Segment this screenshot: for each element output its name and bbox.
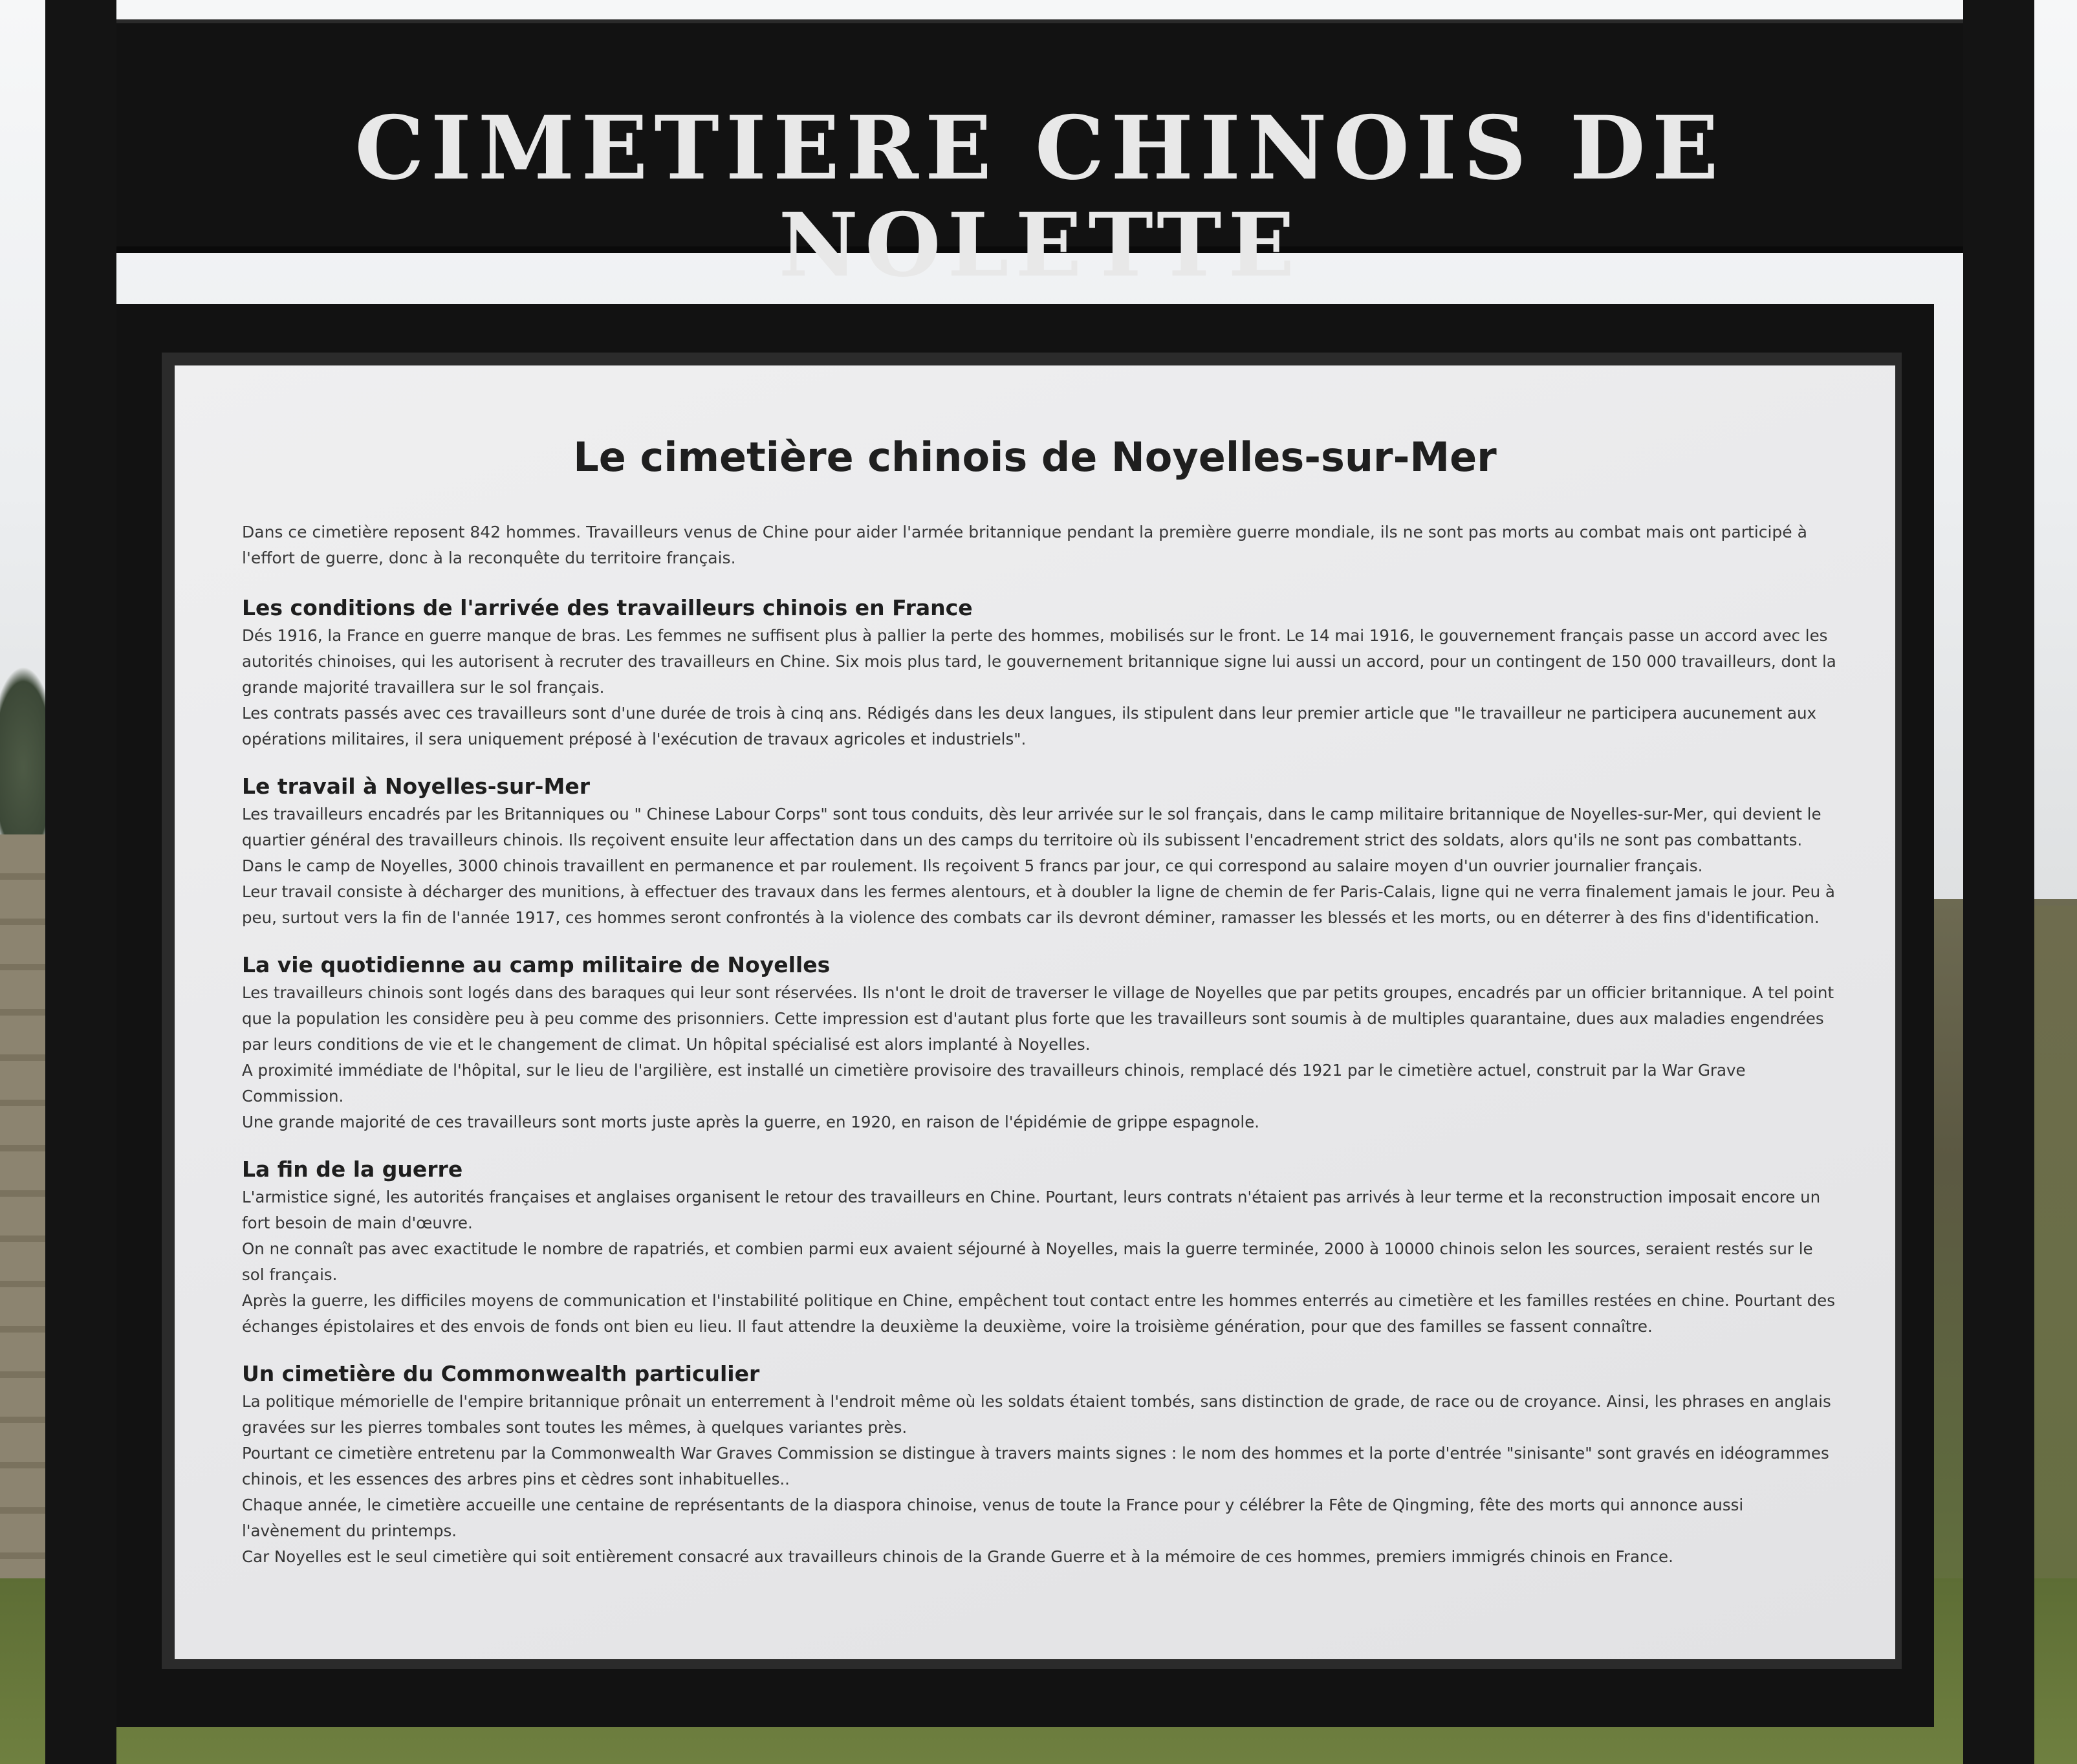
section-paragraph: La politique mémorielle de l'empire britannique prônait un enterrement à l'endroit même où les soldats étaient tombés, sans distinction de grade, de race ou de croyance. Ainsi, les phrases en anglais gravées sur les pierres tombales sont toutes les mêmes, à quelques variantes près. bbox=[242, 1392, 1831, 1437]
section-heading: La vie quotidienne au camp militaire de Noyelles bbox=[242, 952, 831, 977]
section-fin-guerre bbox=[242, 1155, 1838, 1340]
section-paragraph: On ne connaît pas avec exactitude le nombre de rapatriés, et combien parmi eux avaient séjourné à Noyelles, mais la guerre terminée, 2000 à 10000 chinois selon les sources, seraient restés sur le sol français. bbox=[242, 1239, 1813, 1284]
sign-post-left bbox=[45, 0, 116, 1764]
section-paragraph: Car Noyelles est le seul cimetière qui soit entièrement consacré aux travailleurs chinois de la Grande Guerre et à la mémoire de ces hommes, premiers immigrés chinois en France. bbox=[242, 1547, 1673, 1566]
intro-paragraph: Dans ce cimetière reposent 842 hommes. Travailleurs venus de Chine pour aider l'armée britannique pendant la première guerre mondiale, ils ne sont pas morts au combat mais ont participé à l'effort de guerre, donc à la reconquête du territoire français. bbox=[242, 523, 1807, 567]
section-paragraph: Une grande majorité de ces travailleurs sont morts juste après la guerre, en 1920, en raison de l'épidémie de grippe espagnole. bbox=[242, 1113, 1260, 1131]
title-board bbox=[116, 19, 1963, 296]
section-heading: La fin de la guerre bbox=[242, 1157, 463, 1182]
panel-content bbox=[242, 519, 1838, 1589]
section-vie-quotidienne bbox=[242, 950, 1838, 1135]
section-paragraph: Après la guerre, les difficiles moyens de communication et l'instabilité politique en Chine, empêchent tout contact entre les hommes enterrés au cimetière et les familles restées en chine. Pourtant des échanges épistolaires et des envois de fonds ont bien eu lieu. Il faut attendre la deuxième la deuxième, voire la troisième génération, pour que des familles se fassent connaître. bbox=[242, 1291, 1835, 1336]
section-travail bbox=[242, 772, 1838, 931]
section-conditions bbox=[242, 593, 1838, 752]
section-paragraph: Dans le camp de Noyelles, 3000 chinois travaillent en permanence et par roulement. Ils reçoivent 5 francs par jour, ce qui correspond au salaire moyen d'un ouvrier journalier français. bbox=[242, 856, 1703, 875]
section-paragraph: Les travailleurs chinois sont logés dans des baraques qui leur sont réservées. Ils n'ont le droit de traverser le village de Noyelles que par petits groupes, encadrés par un officier britannique. A tel point que la population les considère peu à peu comme des prisonniers. Cette impression est d'autant plus forte que les travailleurs sont soumis à de multiples quarantaine, dues aux maladies engendrées par leurs conditions de vie et le changement de climat. Un hôpital spécialisé est alors implanté à Noyelles. bbox=[242, 983, 1834, 1054]
section-paragraph: Les contrats passés avec ces travailleurs sont d'une durée de trois à cinq ans. Rédigés dans les deux langues, ils stipulent dans leur premier article que "le travailleur ne participera aucunement aux opérations militaires, il sera uniquement préposé à l'exécution de travaux agricoles et industriels". bbox=[242, 704, 1817, 748]
section-paragraph: Dés 1916, la France en guerre manque de bras. Les femmes ne suffisent plus à pallier la perte des hommes, mobilisés sur le front. Le 14 mai 1916, le gouvernement français passe un accord avec les autorités chinoises, qui les autorisent à recruter des travailleurs en Chine. Six mois plus tard, le gouvernement britannique signe lui aussi un accord, pour un contingent de 150 000 travailleurs, dont la grande majorité travaillera sur le sol français. bbox=[242, 626, 1836, 697]
section-paragraph: Chaque année, le cimetière accueille une centaine de représentants de la diaspora chinoise, venus de toute la France pour y célébrer la Fête de Qingming, fête des morts qui annonce aussi l'avènement du printemps. bbox=[242, 1496, 1744, 1540]
info-panel bbox=[175, 365, 1895, 1659]
section-commonwealth bbox=[242, 1359, 1838, 1570]
section-heading: Le travail à Noyelles-sur-Mer bbox=[242, 774, 590, 799]
section-heading: Un cimetière du Commonwealth particulier bbox=[242, 1361, 760, 1386]
section-heading: Les conditions de l'arrivée des travailleurs chinois en France bbox=[242, 595, 973, 620]
sign-post-right bbox=[1963, 0, 2034, 1764]
section-paragraph: L'armistice signé, les autorités françaises et anglaises organisent le retour des travailleurs en Chine. Pourtant, leurs contrats n'étaient pas arrivés à leur terme et la reconstruction imposait encore un fort besoin de main d'œuvre. bbox=[242, 1188, 1821, 1232]
section-paragraph: Pourtant ce cimetière entretenu par la Commonwealth War Graves Commission se distingue à travers maints signes : le nom des hommes et la porte d'entrée "sinisante" sont gravés en idéogrammes chinois, et les essences des arbres pins et cèdres sont inhabituelles.. bbox=[242, 1444, 1829, 1488]
panel-title: Le cimetière chinois de Noyelles-sur-Mer bbox=[573, 433, 1497, 481]
sign-title: CIMETIERE CHINOIS DE NOLETTE bbox=[354, 96, 1725, 296]
section-paragraph: A proximité immédiate de l'hôpital, sur le lieu de l'argilière, est installé un cimetière provisoire des travailleurs chinois, remplacé dés 1921 par le cimetière actuel, construit par la War Grave Commission. bbox=[242, 1061, 1746, 1105]
section-paragraph: Leur travail consiste à décharger des munitions, à effectuer des travaux dans les fermes alentours, et à doubler la ligne de chemin de fer Paris-Calais, ligne qui ne verra finalement jamais le jour. Peu à peu, surtout vers la fin de l'année 1917, ces hommes seront confrontés à la violence des combats car ils devront déminer, ramasser les blessés et les morts, ou en déterrer à des fins d'identification. bbox=[242, 882, 1835, 927]
section-paragraph: Les travailleurs encadrés par les Britanniques ou " Chinese Labour Corps" sont tous conduits, dès leur arrivée sur le sol français, dans le camp militaire britannique de Noyelles-sur-Mer, qui devient le quartier général des travailleurs chinois. Ils reçoivent ensuite leur affectation dans un des camps du territoire où ils subissent l'encadrement strict des soldats, alors qu'ils ne sont pas combattants. bbox=[242, 805, 1821, 849]
